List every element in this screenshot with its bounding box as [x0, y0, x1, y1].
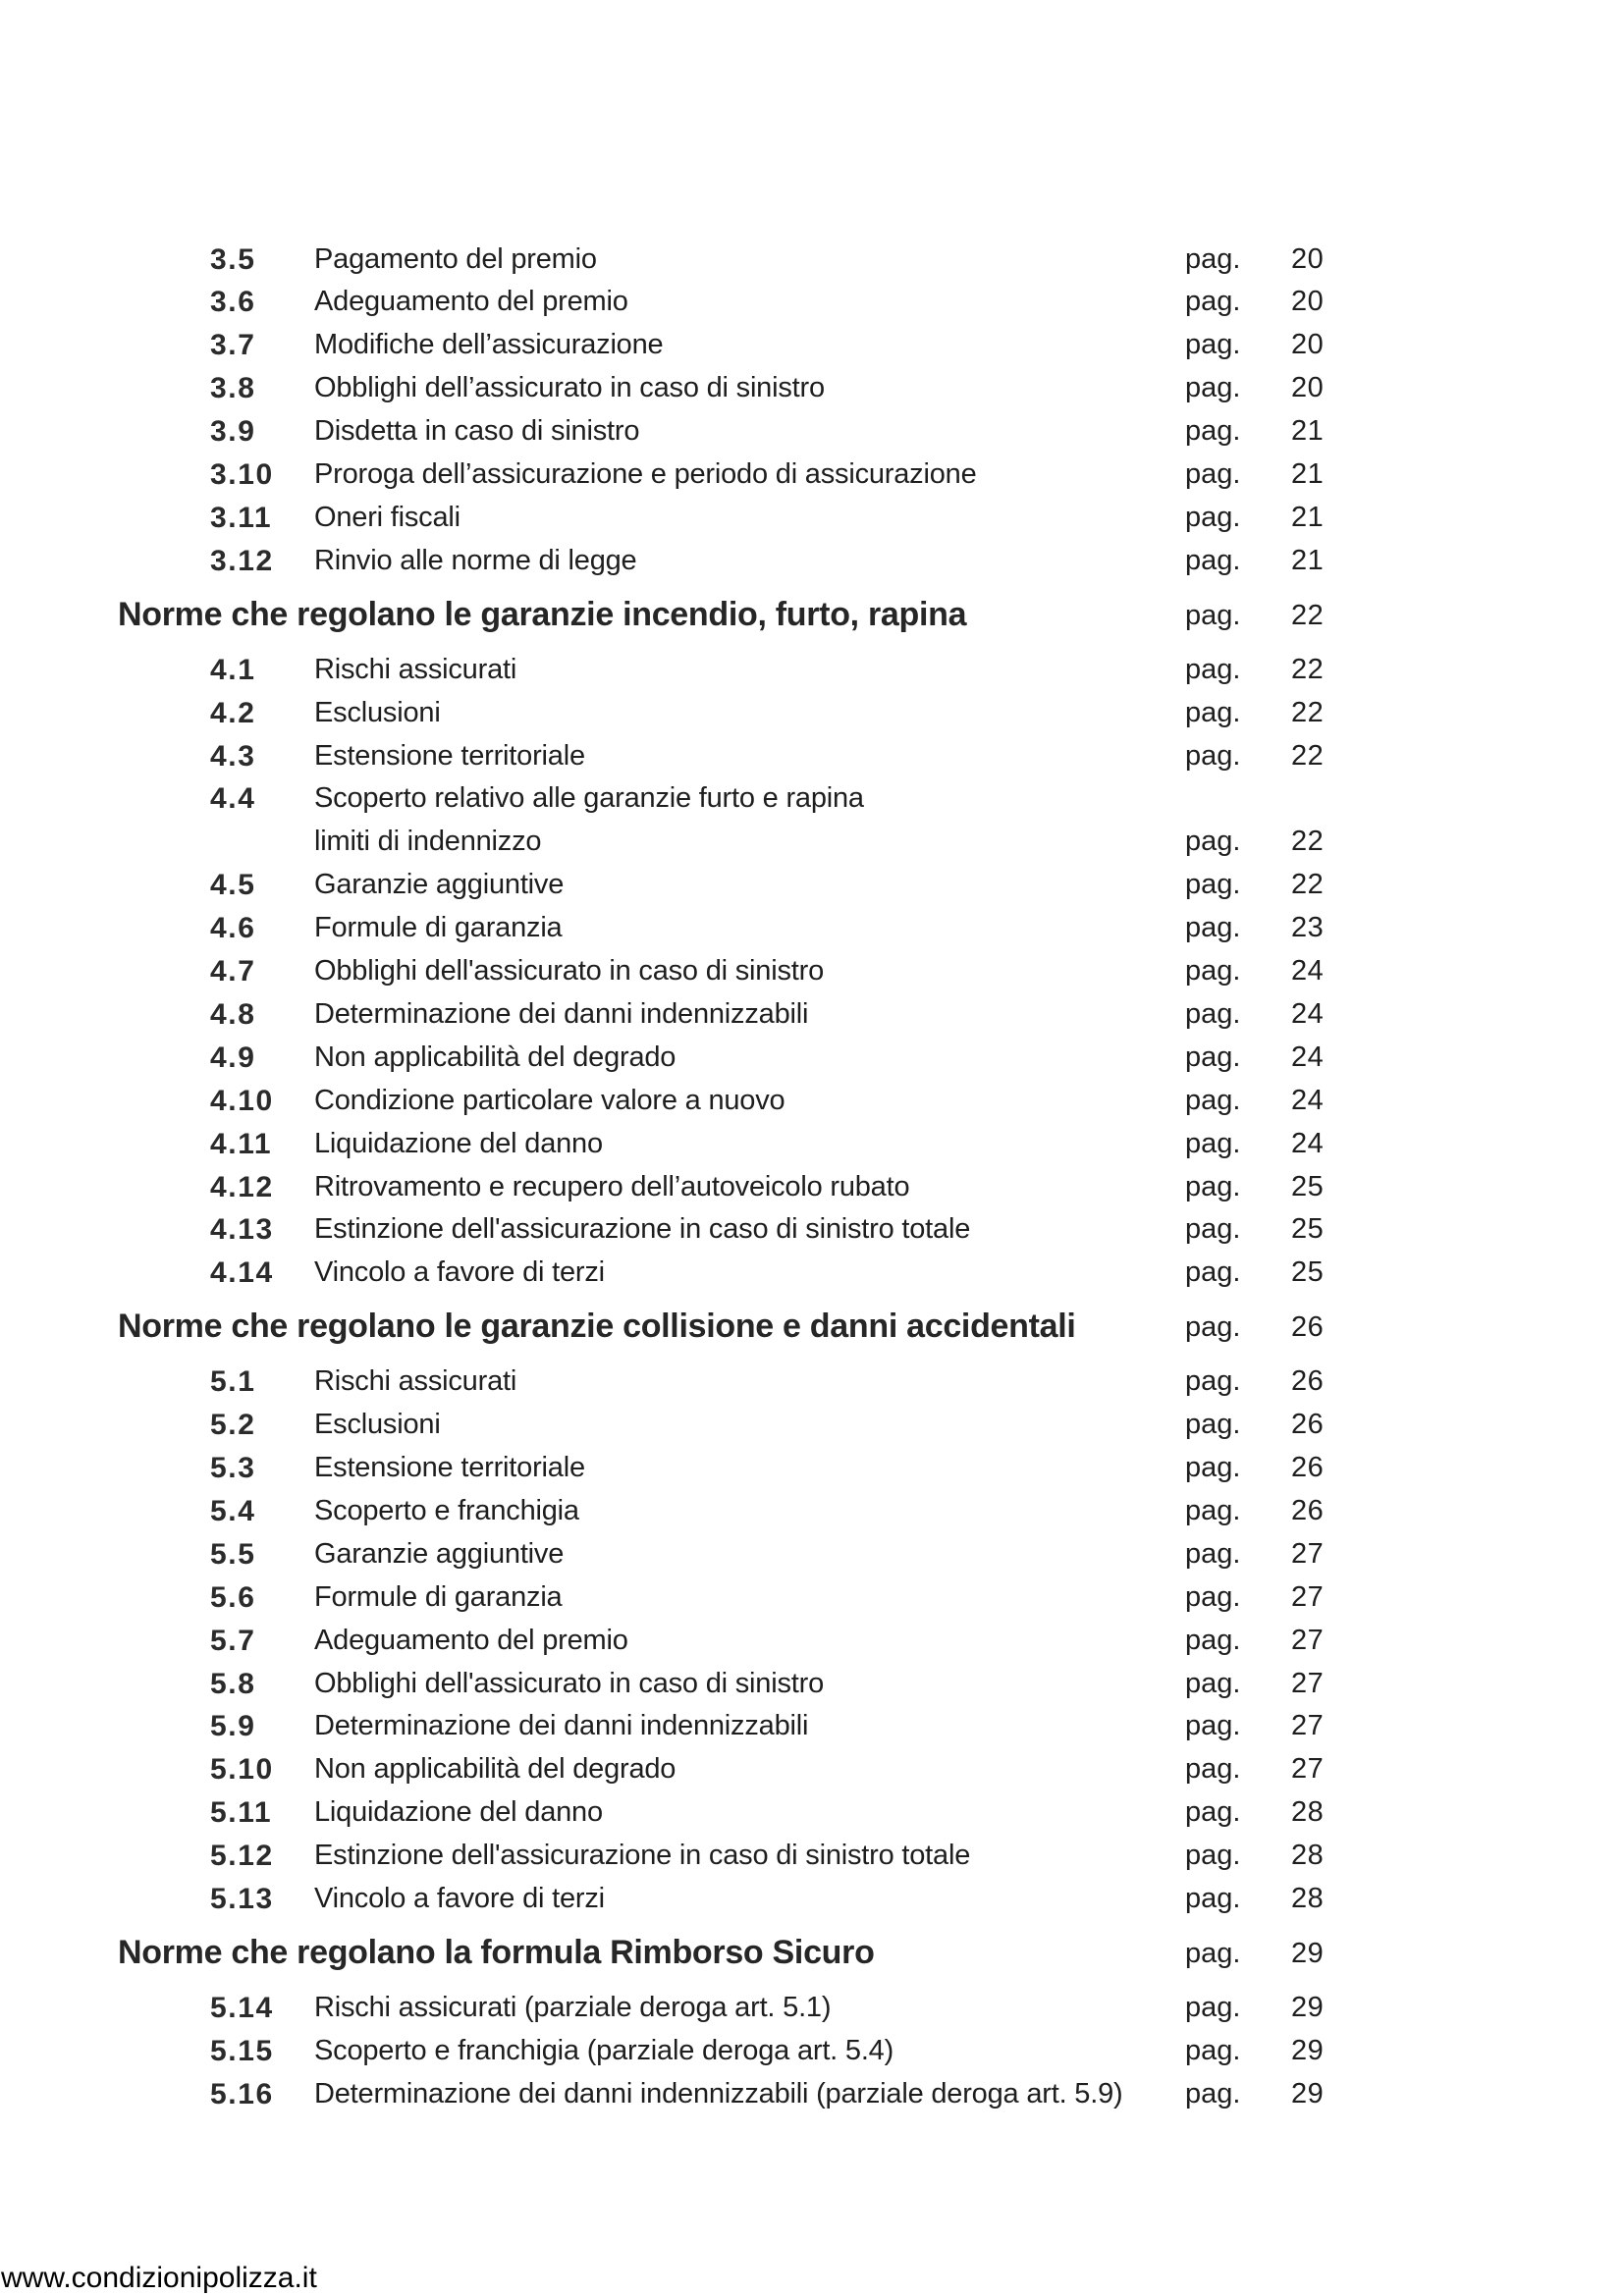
- page-number: 28: [1291, 1840, 1325, 1872]
- entry-number: 3.12: [210, 544, 274, 577]
- page-number: 27: [1291, 1667, 1325, 1699]
- toc-entry: [0, 1080, 1624, 1123]
- entry-number: 4.12: [210, 1170, 274, 1203]
- page-number: 22: [1291, 739, 1325, 772]
- toc-entry: [0, 907, 1624, 950]
- page-label: pag.: [1185, 696, 1241, 728]
- page-label: pag.: [1185, 458, 1241, 491]
- page-label: pag.: [1185, 1213, 1241, 1246]
- page-number: 25: [1291, 1213, 1325, 1246]
- entry-number: 4.3: [210, 739, 256, 773]
- page-label: pag.: [1185, 242, 1241, 275]
- entry-title: Adeguamento del premio: [314, 286, 628, 318]
- entry-number: 4.4: [210, 782, 256, 816]
- toc-entry: [0, 777, 1624, 821]
- entry-title: Esclusioni: [314, 1409, 441, 1441]
- entry-number: 5.11: [210, 1796, 273, 1830]
- entry-number: 5.3: [210, 1452, 256, 1485]
- entry-title: Determinazione dei danni indennizzabili (parziale deroga art. 5.9): [314, 2077, 1123, 2109]
- toc-entry: [0, 864, 1624, 907]
- entry-title: Determinazione dei danni indennizzabili: [314, 997, 809, 1030]
- entry-title: Proroga dell’assicurazione e periodo di assicurazione: [314, 458, 977, 491]
- page-label: pag.: [1185, 826, 1241, 858]
- toc-entry: [0, 1533, 1624, 1576]
- entry-number: 5.16: [210, 2077, 274, 2110]
- toc-entry: [0, 324, 1624, 367]
- page-number: 22: [1291, 696, 1325, 728]
- page-label: pag.: [1185, 1494, 1241, 1526]
- toc-entry: [0, 649, 1624, 692]
- page-number: 29: [1291, 2077, 1325, 2109]
- toc-entry: [0, 1361, 1624, 1404]
- page-number: 20: [1291, 372, 1325, 404]
- toc-entry: [0, 410, 1624, 454]
- entry-title: Non applicabilità del degrado: [314, 1753, 677, 1786]
- entry-number: 5.8: [210, 1667, 256, 1700]
- page-number: 22: [1291, 869, 1325, 901]
- toc-entry: [0, 2073, 1624, 2116]
- page-number: 26: [1291, 1494, 1325, 1526]
- entry-number: 4.13: [210, 1213, 274, 1247]
- entry-title: Liquidazione del danno: [314, 1796, 603, 1829]
- page-label: pag.: [1185, 329, 1241, 361]
- entry-number: 3.10: [210, 458, 274, 492]
- entry-number: 4.1: [210, 653, 256, 686]
- page-label: pag.: [1185, 1537, 1241, 1570]
- page-number: 24: [1291, 1041, 1325, 1073]
- page-number: 21: [1291, 415, 1325, 448]
- entry-title: Ritrovamento e recupero dell’autoveicolo rubato: [314, 1170, 910, 1202]
- page-label: pag.: [1185, 1710, 1241, 1742]
- page-label: pag.: [1185, 1840, 1241, 1872]
- entry-number: 5.14: [210, 1991, 274, 2024]
- toc-entry: [0, 1166, 1624, 1209]
- entry-number: 4.11: [210, 1127, 273, 1160]
- page-number: 29: [1291, 1991, 1325, 2023]
- page-label: pag.: [1185, 1365, 1241, 1398]
- page-label: pag.: [1185, 1409, 1241, 1441]
- toc-entry: [0, 1447, 1624, 1490]
- toc-entry: [0, 1037, 1624, 1080]
- page-number: 28: [1291, 1882, 1325, 1914]
- entry-number: 5.1: [210, 1365, 256, 1399]
- toc-entry: [0, 950, 1624, 993]
- entry-title: Estinzione dell'assicurazione in caso di sinistro totale: [314, 1213, 971, 1246]
- page-number: 20: [1291, 329, 1325, 361]
- toc-entry: [0, 993, 1624, 1037]
- toc-entry: [0, 1576, 1624, 1620]
- entry-title: Disdetta in caso di sinistro: [314, 415, 640, 448]
- page-label: pag.: [1185, 1796, 1241, 1829]
- section-heading-title: Norme che regolano la formula Rimborso Sicuro: [118, 1933, 875, 1971]
- page-number: 25: [1291, 1256, 1325, 1289]
- entry-number: 5.5: [210, 1537, 256, 1571]
- entry-title: Rischi assicurati: [314, 653, 517, 685]
- table-of-contents: [0, 239, 1624, 2116]
- entry-title: Scoperto e franchigia (parziale deroga art. 5.4): [314, 2034, 894, 2066]
- entry-title: Oneri fiscali: [314, 501, 460, 533]
- page-label: pag.: [1185, 544, 1241, 576]
- page-label: pag.: [1185, 415, 1241, 448]
- page-label: pag.: [1185, 1452, 1241, 1484]
- toc-entry: [0, 1208, 1624, 1252]
- page-number: 22: [1291, 599, 1325, 631]
- page-label: pag.: [1185, 1667, 1241, 1699]
- page-label: pag.: [1185, 1084, 1241, 1116]
- page-label: pag.: [1185, 1127, 1241, 1159]
- entry-title: Estensione territoriale: [314, 1452, 585, 1484]
- entry-title: Obblighi dell'assicurato in caso di sinistro: [314, 955, 824, 988]
- page-label: pag.: [1185, 372, 1241, 404]
- entry-number: 5.7: [210, 1624, 256, 1657]
- toc-entry: [0, 1791, 1624, 1835]
- entry-number: 3.5: [210, 242, 256, 276]
- page-label: pag.: [1185, 1580, 1241, 1613]
- page-label: pag.: [1185, 1041, 1241, 1073]
- entry-title: Liquidazione del danno: [314, 1127, 603, 1159]
- entry-number: 5.9: [210, 1710, 256, 1743]
- entry-title: Formule di garanzia: [314, 912, 563, 944]
- toc-entry: [0, 1252, 1624, 1295]
- entry-title: limiti di indennizzo: [314, 826, 542, 858]
- page-number: 24: [1291, 955, 1325, 988]
- entry-title: Formule di garanzia: [314, 1580, 563, 1613]
- page-label: pag.: [1185, 739, 1241, 772]
- entry-title: Vincolo a favore di terzi: [314, 1256, 605, 1289]
- toc-entry: [0, 367, 1624, 410]
- entry-number: 5.13: [210, 1882, 274, 1915]
- entry-title: Condizione particolare valore a nuovo: [314, 1084, 785, 1116]
- section-heading: [0, 583, 1624, 649]
- toc-entry: [0, 735, 1624, 778]
- page-number: 22: [1291, 653, 1325, 685]
- page-label: pag.: [1185, 997, 1241, 1030]
- toc-entry: [0, 1620, 1624, 1663]
- toc-entry: [0, 1404, 1624, 1447]
- page-number: 27: [1291, 1537, 1325, 1570]
- entry-title: Scoperto e franchigia: [314, 1494, 579, 1526]
- page-number: 26: [1291, 1365, 1325, 1398]
- toc-entry: [0, 821, 1624, 864]
- entry-title: Non applicabilità del degrado: [314, 1041, 677, 1073]
- section-heading: [0, 1921, 1624, 1987]
- entry-number: 3.11: [210, 501, 273, 534]
- page-number: 24: [1291, 1084, 1325, 1116]
- entry-title: Modifiche dell’assicurazione: [314, 329, 664, 361]
- toc-entry: [0, 239, 1624, 282]
- page-label: pag.: [1185, 1882, 1241, 1914]
- toc-entry: [0, 1835, 1624, 1878]
- entry-number: 4.10: [210, 1084, 274, 1117]
- entry-title: Estensione territoriale: [314, 739, 585, 772]
- page-label: pag.: [1185, 653, 1241, 685]
- entry-title: Rinvio alle norme di legge: [314, 544, 637, 576]
- entry-number: 5.12: [210, 1840, 274, 1873]
- page-number: 21: [1291, 544, 1325, 576]
- page-number: 22: [1291, 826, 1325, 858]
- page-label: pag.: [1185, 869, 1241, 901]
- page-number: 20: [1291, 286, 1325, 318]
- page-number: 27: [1291, 1580, 1325, 1613]
- page-label: pag.: [1185, 1624, 1241, 1656]
- entry-title: Garanzie aggiuntive: [314, 869, 565, 901]
- entry-title: Garanzie aggiuntive: [314, 1537, 565, 1570]
- page-number: 24: [1291, 1127, 1325, 1159]
- entry-number: 3.6: [210, 286, 256, 319]
- entry-number: 4.5: [210, 869, 256, 902]
- toc-entry: [0, 1490, 1624, 1533]
- entry-number: 4.7: [210, 955, 256, 988]
- toc-entry: [0, 497, 1624, 540]
- page-label: pag.: [1185, 501, 1241, 533]
- toc-entry: [0, 1987, 1624, 2030]
- page-number: 21: [1291, 501, 1325, 533]
- page-number: 23: [1291, 912, 1325, 944]
- entry-title: Esclusioni: [314, 696, 441, 728]
- entry-number: 4.2: [210, 696, 256, 729]
- page-label: pag.: [1185, 912, 1241, 944]
- entry-number: 3.7: [210, 329, 256, 362]
- page-label: pag.: [1185, 2077, 1241, 2109]
- page-label: pag.: [1185, 286, 1241, 318]
- page-label: pag.: [1185, 1937, 1241, 1969]
- toc-entry: [0, 1123, 1624, 1166]
- toc-entry: [0, 454, 1624, 497]
- entry-title: Scoperto relativo alle garanzie furto e rapina: [314, 782, 864, 815]
- toc-entry: [0, 1878, 1624, 1921]
- entry-title: Estinzione dell'assicurazione in caso di sinistro totale: [314, 1840, 971, 1872]
- page-number: 27: [1291, 1753, 1325, 1786]
- page-number: 27: [1291, 1624, 1325, 1656]
- entry-title: Obblighi dell'assicurato in caso di sinistro: [314, 1667, 824, 1699]
- page-label: pag.: [1185, 955, 1241, 988]
- page-number: 25: [1291, 1170, 1325, 1202]
- page-number: 29: [1291, 1937, 1325, 1969]
- toc-entry: [0, 2030, 1624, 2073]
- entry-title: Determinazione dei danni indennizzabili: [314, 1710, 809, 1742]
- page-number: 27: [1291, 1710, 1325, 1742]
- toc-entry: [0, 1705, 1624, 1748]
- toc-entry: [0, 692, 1624, 735]
- page-label: pag.: [1185, 1256, 1241, 1289]
- entry-title: Rischi assicurati: [314, 1365, 517, 1398]
- toc-entry: [0, 1748, 1624, 1791]
- page-number: 26: [1291, 1409, 1325, 1441]
- entry-title: Adeguamento del premio: [314, 1624, 628, 1656]
- page-number: 24: [1291, 997, 1325, 1030]
- entry-number: 5.2: [210, 1409, 256, 1442]
- entry-number: 4.8: [210, 997, 256, 1031]
- page-number: 28: [1291, 1796, 1325, 1829]
- page-label: pag.: [1185, 599, 1241, 631]
- entry-number: 5.10: [210, 1753, 274, 1787]
- entry-title: Pagamento del premio: [314, 242, 597, 275]
- page-number: 21: [1291, 458, 1325, 491]
- entry-number: 5.4: [210, 1494, 256, 1527]
- page-label: pag.: [1185, 1991, 1241, 2023]
- toc-entry: [0, 1663, 1624, 1706]
- entry-number: 4.9: [210, 1041, 256, 1074]
- page-label: pag.: [1185, 1170, 1241, 1202]
- page-number: 26: [1291, 1452, 1325, 1484]
- page-label: pag.: [1185, 1311, 1241, 1344]
- entry-number: 4.14: [210, 1256, 274, 1290]
- entry-number: 5.15: [210, 2034, 274, 2067]
- entry-number: 3.8: [210, 372, 256, 405]
- entry-title: Rischi assicurati (parziale deroga art. 5.1): [314, 1991, 832, 2023]
- section-heading: [0, 1295, 1624, 1361]
- section-heading-title: Norme che regolano le garanzie collisione e danni accidentali: [118, 1308, 1076, 1346]
- toc-entry: [0, 281, 1624, 324]
- page-label: pag.: [1185, 2034, 1241, 2066]
- entry-number: 3.9: [210, 415, 256, 449]
- page-label: pag.: [1185, 1753, 1241, 1786]
- footer-website: www.condizionipolizza.it: [1, 2262, 317, 2294]
- page-number: 29: [1291, 2034, 1325, 2066]
- entry-number: 5.6: [210, 1580, 256, 1614]
- toc-entry: [0, 540, 1624, 583]
- page-number: 26: [1291, 1311, 1325, 1344]
- entry-number: 4.6: [210, 912, 256, 945]
- entry-title: Obblighi dell’assicurato in caso di sinistro: [314, 372, 825, 404]
- entry-title: Vincolo a favore di terzi: [314, 1882, 605, 1914]
- page-number: 20: [1291, 242, 1325, 275]
- section-heading-title: Norme che regolano le garanzie incendio, furto, rapina: [118, 595, 967, 633]
